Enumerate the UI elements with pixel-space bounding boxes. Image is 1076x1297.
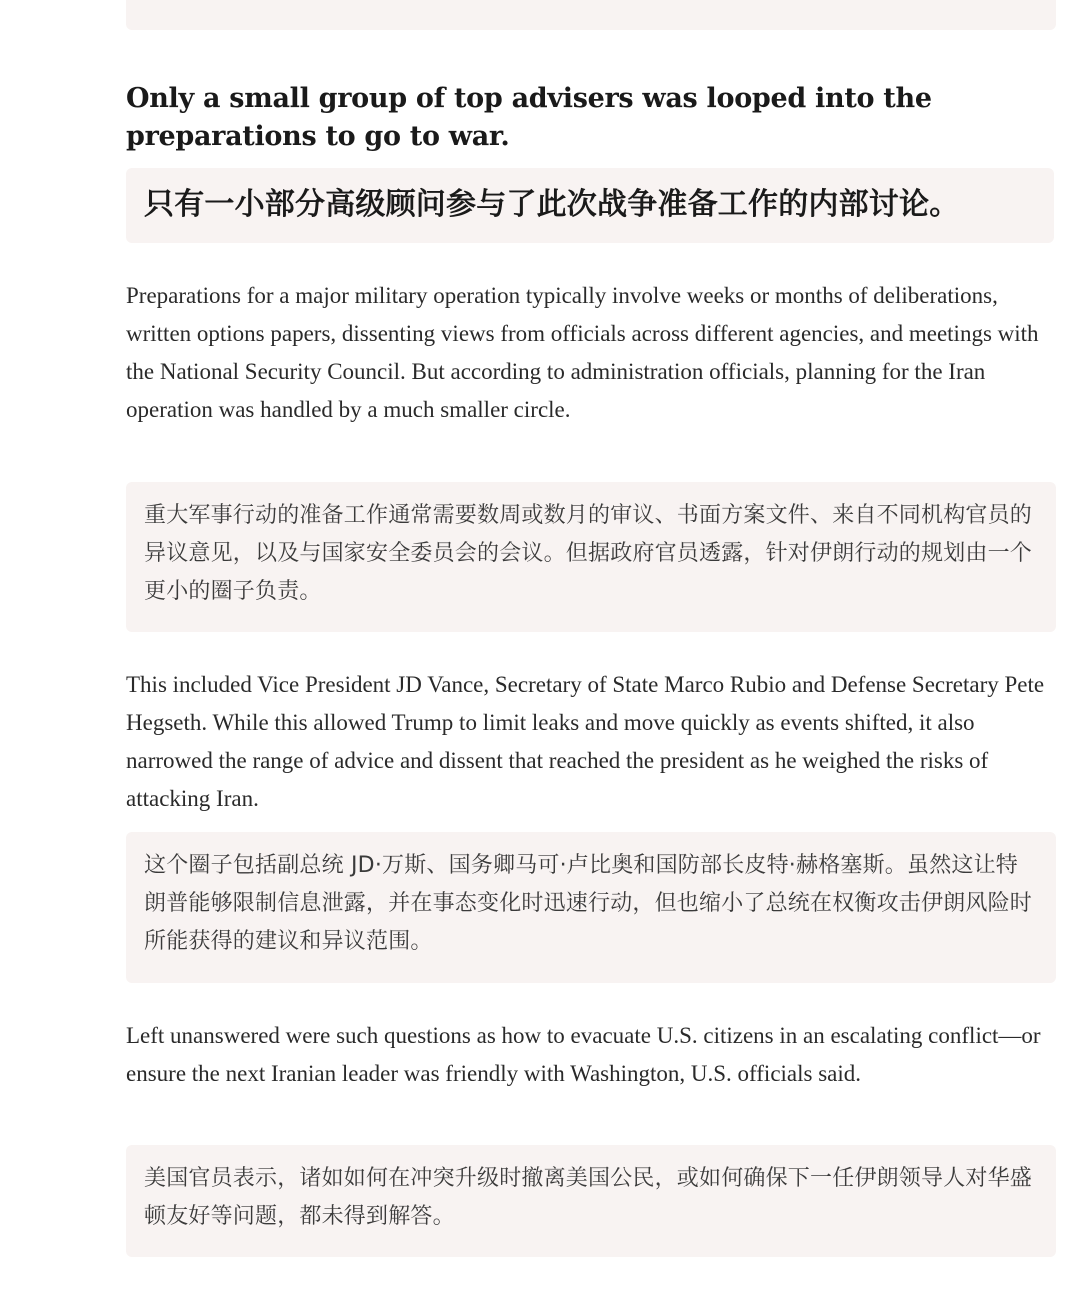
paragraph-translation: 这个圈子包括副总统 JD·万斯、国务卿马可·卢比奥和国防部长皮特·赫格塞斯。虽然这让特朗普能够限制信息泄露，并在事态变化时迅速行动，但也缩小了总统在权衡攻击伊朗风险时所能获得的建议和异议范围。: [126, 832, 1056, 983]
previous-translation-box: [126, 0, 1056, 30]
paragraph-translation: 美国官员表示，诸如如何在冲突升级时撤离美国公民，或如何确保下一任伊朗领导人对华盛顿友好等问题，都未得到解答。: [126, 1145, 1056, 1257]
subheading-translation: 只有一小部分高级顾问参与了此次战争准备工作的内部讨论。: [126, 168, 1054, 243]
paragraph-english: This included Vice President JD Vance, Secretary of State Marco Rubio and Defense Secretary Pete Hegseth. While this allowed Trump to limit leaks and move quickly as events shifted, it also narrowed the range of advice and dissent that reached the president as he weighed the risks of attacking Iran.: [126, 672, 1045, 811]
subheading-english: Only a small group of top advisers was looped into the preparations to go to war.: [126, 83, 932, 152]
paragraph-english: Left unanswered were such questions as how to evacuate U.S. citizens in an escalating conflict—or ensure the next Iranian leader was friendly with Washington, U.S. officials said.: [126, 1023, 1041, 1086]
paragraph-translation: 重大军事行动的准备工作通常需要数周或数月的审议、书面方案文件、来自不同机构官员的异议意见，以及与国家安全委员会的会议。但据政府官员透露，针对伊朗行动的规划由一个更小的圈子负责。: [126, 482, 1056, 632]
paragraph-english: Preparations for a major military operation typically involve weeks or months of deliberations, written options papers, dissenting views from officials across different agencies, and meetings with the National Security Council. But according to administration officials, planning for the Iran operation was handled by a much smaller circle.: [126, 283, 1039, 422]
